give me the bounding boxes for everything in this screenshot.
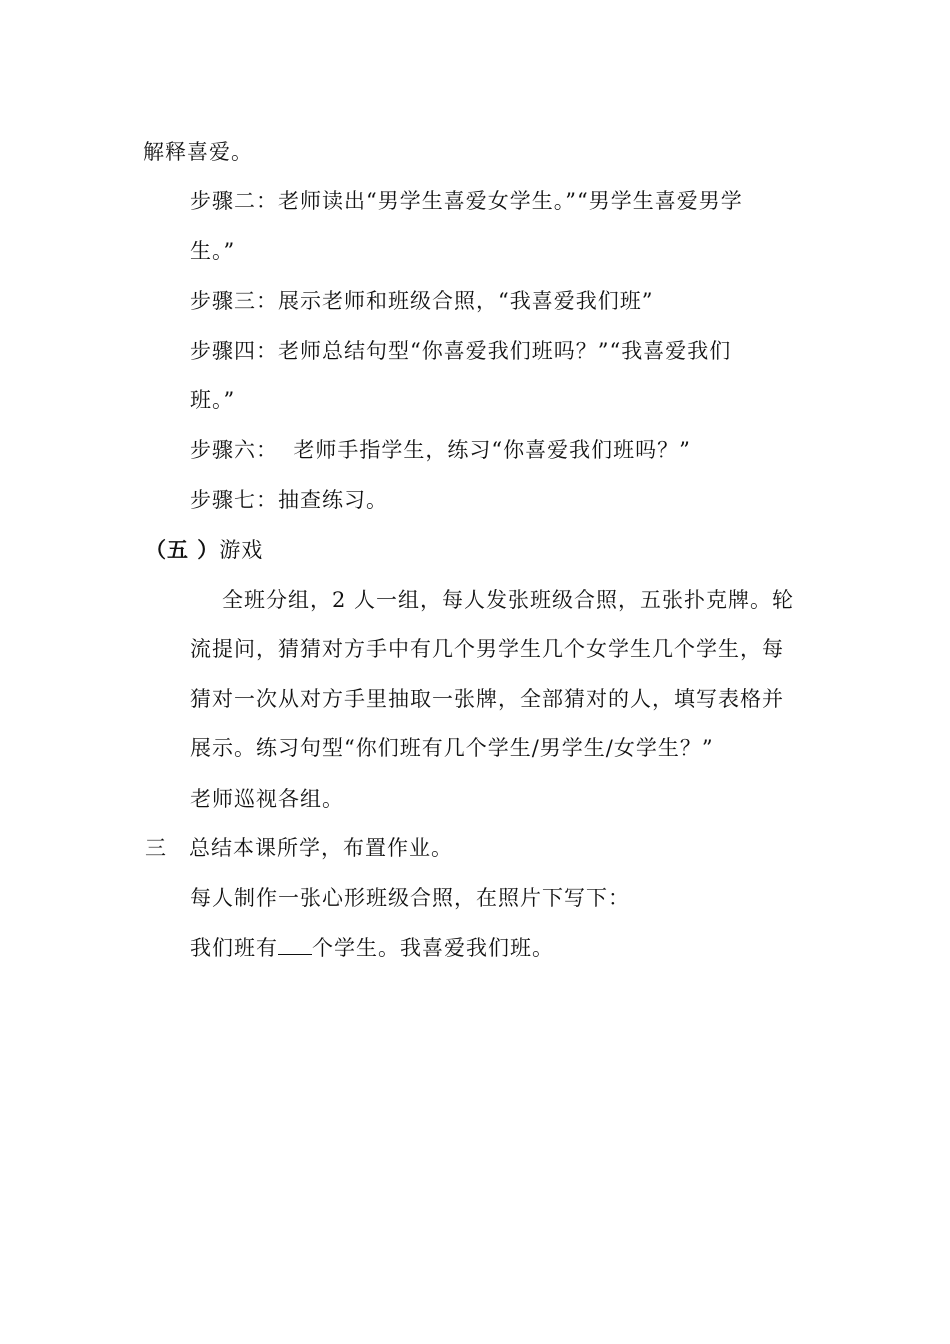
step-three-line: 步骤三：展示老师和班级合照，“我喜爱我们班” [190,289,654,313]
game-paragraph-line: 猜对一次从对方手里抽取一张牌，全部猜对的人，填写表格并 [190,687,784,711]
text-line: 解释喜爱。 [143,140,253,164]
sentence-end: 个学生。我喜爱我们班。 [312,936,554,960]
section-title: 总结本课所学，布置作业。 [189,836,453,860]
step-two-line: 步骤二：老师读出“男学生喜爱女学生。”“男学生喜爱男学 [190,189,743,213]
step-four-line: 步骤四：老师总结句型“你喜爱我们班吗？”“我喜爱我们 [190,339,732,363]
fill-in-blank [278,934,312,955]
section-three-heading [145,833,453,863]
game-paragraph-line: 全班分组，2 人一组，每人发张班级合照，五张扑克牌。轮 [222,588,795,612]
homework-sentence [190,933,554,963]
sentence-start: 我们班有 [190,936,278,960]
game-paragraph-line: 流提问，猜猜对方手中有几个男学生几个女学生几个学生，每 [190,637,784,661]
step-two-continuation: 生。” [190,239,236,263]
section-five-heading [145,535,263,565]
section-title: 游戏 [219,538,264,562]
step-four-continuation: 班。” [190,388,236,412]
teacher-patrol-line: 老师巡视各组。 [190,787,344,811]
game-paragraph-line: 展示。练习句型“你们班有几个学生/男学生/女学生？” [190,736,714,760]
step-six-line: 步骤六： 老师手指学生，练习“你喜爱我们班吗？” [190,438,691,462]
section-number: 三 [145,836,167,860]
section-number: （五 ） [145,537,220,562]
homework-line: 每人制作一张心形班级合照，在照片下写下： [190,886,630,910]
step-seven-line: 步骤七：抽查练习。 [190,488,388,512]
